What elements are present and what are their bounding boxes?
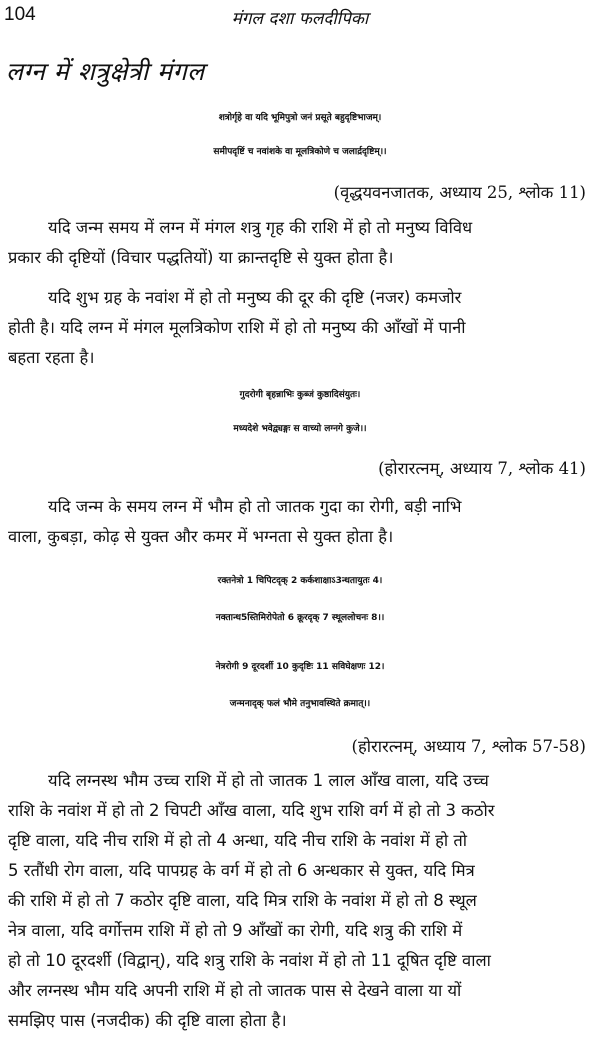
paragraph-line: यदि जन्म के समय लग्न में भौम हो तो जातक गुदा का रोगी, बड़ी नाभि — [48, 497, 462, 516]
paragraph — [8, 766, 594, 1036]
page-number: 104 — [4, 4, 36, 25]
verse-reference: (होरारत्नम्, अध्याय 7, श्लोक 57-58) — [351, 737, 586, 756]
section-heading: लग्न में शत्रुक्षेत्री मंगल — [6, 57, 205, 86]
paragraph-line: समझिए पास (नजदीक) की दृष्टि वाला होता है। — [8, 1011, 287, 1030]
paragraph — [8, 213, 594, 273]
paragraph-line: वाला, कुबड़ा, कोढ़ से युक्त और कमर में भग्नता से युक्त होता है। — [8, 527, 394, 546]
paragraph-line: हो तो 10 दूरदर्शी (विद्वान्), यदि शत्रु राशि के नवांश में हो तो 11 दूषित दृष्टि वाला — [8, 951, 491, 970]
verse-line: शत्रोर्गृहे वा यदि भूमिपुत्रो जनं प्रसूते बहुदृष्टिभाजम्। — [218, 113, 382, 123]
paragraph-line: नेत्र वाला, यदि वर्गोत्तम राशि में हो तो 9 आँखों का रोगी, यदि शत्रु की राशि में — [8, 921, 463, 940]
paragraph-line: यदि जन्म समय में लग्न में मंगल शत्रु गृह की राशि में हो तो मनुष्य विविध — [48, 218, 473, 237]
paragraph-line: होती है। यदि लग्न में मंगल मूलत्रिकोण राशि में हो तो मनुष्य की आँखों में पानी — [8, 318, 466, 337]
verse-line: रक्तनेत्रो 1 चिपिटदृक् 2 कर्कशाक्षाऽ3न्धतायुतः 4। — [217, 576, 383, 586]
page-header — [4, 4, 596, 30]
verse-line: समीपदृष्टिं च नवांशके वा मूलत्रिकोणे च जलार्द्रदृष्टिम्।। — [213, 147, 387, 157]
verse-line: गुदरोगी बृहन्नाभिः कुब्जं कुष्ठादिसंयुतः। — [239, 390, 361, 400]
verse-line: नक्तान्ध5स्तिमिरोपेतो 6 क्रूरदृक् 7 स्थूललोचनः 8।। — [215, 613, 385, 623]
paragraph-line: यदि लग्नस्थ भौम उच्च राशि में हो तो जातक 1 लाल आँख वाला, यदि उच्च — [48, 771, 489, 790]
paragraph-line: प्रकार की दृष्टियों (विचार पद्धतियों) या क्रान्तदृष्टि से युक्त होता है। — [8, 248, 394, 267]
paragraph-line: और लग्नस्थ भौम यदि अपनी राशि में हो तो जातक पास से देखने वाला या यों — [8, 981, 462, 1000]
paragraph-line: की राशि में हो तो 7 कठोर दृष्टि वाला, यदि मित्र राशि के नवांश में हो तो 8 स्थूल — [8, 891, 477, 910]
paragraph-line: दृष्टि वाला, यदि नीच राशि में हो तो 4 अन्धा, यदि नीच राशि के नवांश में हो तो — [8, 831, 468, 850]
verse-reference: (वृद्धयवनजातक, अध्याय 25, श्लोक 11) — [333, 183, 586, 202]
verse-line: मध्यदेशे भवेद्व्यङ्गः स वाच्यो लग्नगे कुजे।। — [233, 424, 367, 434]
running-title: मंगल दशा फलदीपिका — [231, 9, 369, 29]
verse-reference: (होरारत्नम्, अध्याय 7, श्लोक 41) — [378, 459, 586, 478]
paragraph — [8, 492, 594, 552]
paragraph-line: राशि के नवांश में हो तो 2 चिपटी आँख वाला, यदि शुभ राशि वर्ग में हो तो 3 कठोर — [8, 801, 495, 820]
paragraph-line: 5 रतौंधी रोग वाला, यदि पापग्रह के वर्ग में हो तो 6 अन्धकार से युक्त, यदि मित्र — [8, 861, 475, 880]
paragraph — [8, 283, 594, 373]
paragraph-line: बहता रहता है। — [8, 348, 95, 367]
verse-line: नेत्ररोगी 9 दूरदर्शी 10 कुदृष्टिः 11 सविघेक्षणः 12। — [215, 662, 385, 672]
verse-line: जन्मनादृक् फलं भौमे तनुभावस्थिते क्रमात्।। — [229, 699, 371, 709]
paragraph-line: यदि शुभ ग्रह के नवांश में हो तो मनुष्य की दूर की दृष्टि (नजर) कमजोर — [48, 288, 462, 307]
